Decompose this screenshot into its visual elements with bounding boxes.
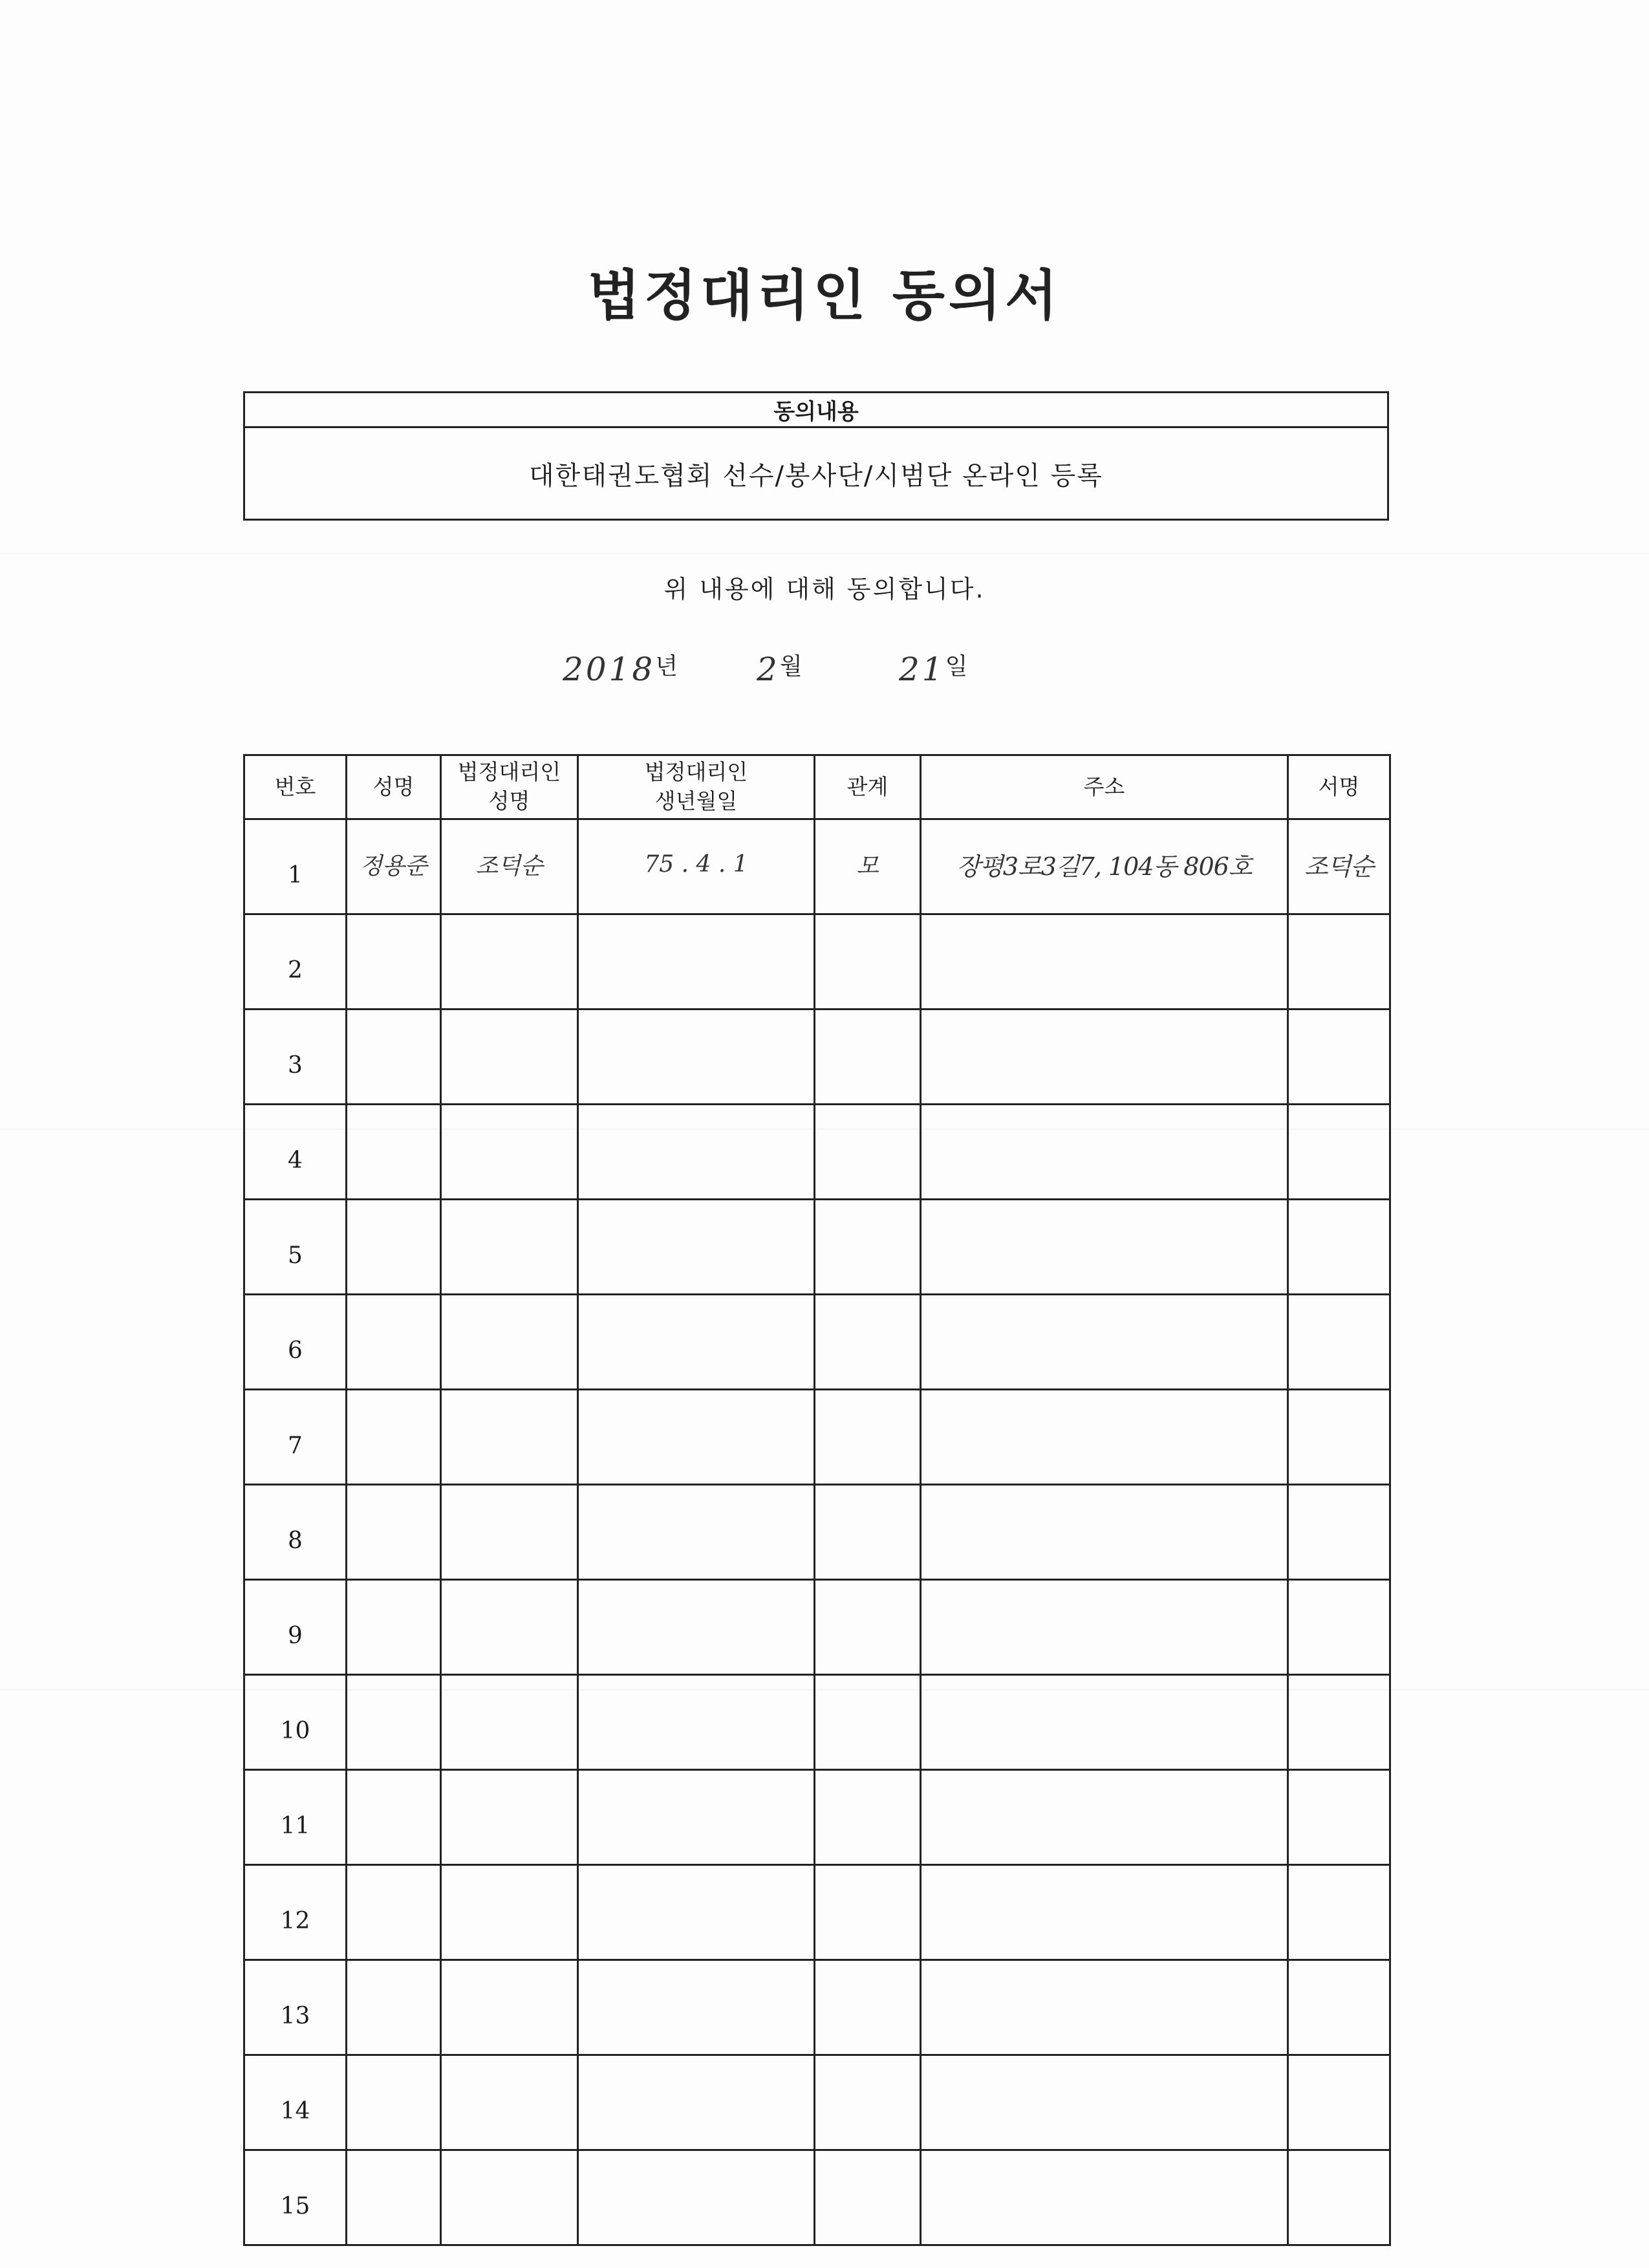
row-guardian-birth [578, 2055, 815, 2150]
header-number: 번호 [244, 755, 347, 819]
row-address [921, 1010, 1288, 1105]
row-number: 14 [244, 2055, 347, 2150]
table-row [244, 914, 1390, 1010]
date-year-unit: 년 [655, 653, 678, 680]
row-guardian-name [441, 1485, 578, 1580]
row-name [347, 1105, 441, 1200]
header-address: 주소 [921, 755, 1288, 819]
row-guardian-birth [578, 1010, 815, 1105]
row-name [347, 2150, 441, 2245]
row-relation [815, 1580, 921, 1675]
row-number: 4 [244, 1105, 347, 1200]
paper-fold-line [0, 553, 1649, 554]
row-guardian-birth [578, 1390, 815, 1485]
table-row [244, 1390, 1390, 1485]
row-number: 11 [244, 1770, 347, 1865]
row-guardian-name [441, 1390, 578, 1485]
row-name: 정용준 [347, 819, 441, 914]
row-address [921, 1390, 1288, 1485]
row-guardian-name: 조덕순 [441, 819, 578, 914]
header-signature: 서명 [1288, 755, 1390, 819]
row-address [921, 1770, 1288, 1865]
table-row [244, 1865, 1390, 1960]
table-row [244, 1580, 1390, 1675]
row-guardian-birth [578, 1675, 815, 1770]
table-row [244, 1960, 1390, 2055]
row-signature [1288, 1295, 1390, 1390]
row-name [347, 1010, 441, 1105]
row-guardian-name [441, 1865, 578, 1960]
row-relation [815, 1200, 921, 1295]
row-number: 6 [244, 1295, 347, 1390]
row-address [921, 1675, 1288, 1770]
row-name [347, 1865, 441, 1960]
row-address [921, 2055, 1288, 2150]
row-guardian-name [441, 1770, 578, 1865]
row-relation [815, 2150, 921, 2245]
row-relation [815, 1390, 921, 1485]
consent-content-header: 동의내용 [245, 393, 1387, 428]
row-signature [1288, 1200, 1390, 1295]
row-number: 5 [244, 1200, 347, 1295]
row-relation [815, 1675, 921, 1770]
row-guardian-name [441, 1010, 578, 1105]
table-row [244, 1675, 1390, 1770]
row-guardian-birth [578, 1105, 815, 1200]
header-relation: 관계 [815, 755, 921, 819]
row-guardian-name [441, 1295, 578, 1390]
table-row [244, 1295, 1390, 1390]
row-guardian-birth [578, 1485, 815, 1580]
table-row [244, 1770, 1390, 1865]
table-row [244, 1200, 1390, 1295]
row-name [347, 2055, 441, 2150]
row-signature [1288, 1010, 1390, 1105]
row-number: 9 [244, 1580, 347, 1675]
row-signature: 조덕순 [1288, 819, 1390, 914]
row-address [921, 1580, 1288, 1675]
row-address [921, 1295, 1288, 1390]
row-guardian-birth [578, 2150, 815, 2245]
row-name [347, 1960, 441, 2055]
row-guardian-name [441, 1200, 578, 1295]
row-guardian-name [441, 1580, 578, 1675]
row-name [347, 914, 441, 1010]
table-row [244, 1010, 1390, 1105]
row-relation [815, 1295, 921, 1390]
row-signature [1288, 1675, 1390, 1770]
row-address [921, 2150, 1288, 2245]
table-row [244, 2055, 1390, 2150]
row-relation [815, 1105, 921, 1200]
row-relation [815, 1865, 921, 1960]
row-relation: 모 [815, 819, 921, 914]
table-row [244, 1105, 1390, 1200]
table-header-row [244, 755, 1390, 819]
row-guardian-birth [578, 1960, 815, 2055]
row-address [921, 1485, 1288, 1580]
row-relation [815, 914, 921, 1010]
row-guardian-birth [578, 1200, 815, 1295]
document-title: 법정대리인 동의서 [587, 263, 1062, 327]
row-guardian-birth [578, 1865, 815, 1960]
row-address [921, 1200, 1288, 1295]
row-address: 장평3로3길7, 104동 806호 [921, 819, 1288, 914]
row-relation [815, 1485, 921, 1580]
row-signature [1288, 1770, 1390, 1865]
row-guardian-name [441, 1675, 578, 1770]
row-guardian-birth [578, 1770, 815, 1865]
row-name [347, 1580, 441, 1675]
row-number: 13 [244, 1960, 347, 2055]
row-guardian-name [441, 1105, 578, 1200]
row-guardian-name [441, 1960, 578, 2055]
row-address [921, 1105, 1288, 1200]
row-name [347, 1675, 441, 1770]
date-month: 2 [757, 651, 780, 688]
row-guardian-birth [578, 914, 815, 1010]
date-month-unit: 월 [779, 653, 803, 680]
row-guardian-birth: 75 . 4 . 1 [578, 819, 815, 914]
row-number: 3 [244, 1010, 347, 1105]
agreement-statement: 위 내용에 대해 동의합니다. [663, 575, 986, 603]
table-row [244, 819, 1390, 914]
row-signature [1288, 2150, 1390, 2245]
consent-content-body: 대한태권도협회 선수/봉사단/시범단 온라인 등록 [529, 460, 1103, 491]
date-day-unit: 일 [945, 653, 968, 680]
row-guardian-birth [578, 1295, 815, 1390]
row-address [921, 914, 1288, 1010]
row-guardian-name [441, 2055, 578, 2150]
row-number: 2 [244, 914, 347, 1010]
row-guardian-birth [578, 1580, 815, 1675]
header-guardian-name: 법정대리인 성명 [441, 755, 578, 819]
table-row [244, 1485, 1390, 1580]
row-number: 7 [244, 1390, 347, 1485]
row-address [921, 1865, 1288, 1960]
row-signature [1288, 1865, 1390, 1960]
row-relation [815, 1010, 921, 1105]
row-signature [1288, 1485, 1390, 1580]
row-name [347, 1295, 441, 1390]
row-signature [1288, 1960, 1390, 2055]
guardian-consent-table [243, 754, 1391, 2246]
consent-content-box [243, 391, 1389, 521]
row-relation [815, 1770, 921, 1865]
header-guardian-birth: 법정대리인 생년월일 [578, 755, 815, 819]
row-signature [1288, 1105, 1390, 1200]
row-relation [815, 1960, 921, 2055]
row-signature [1288, 2055, 1390, 2150]
row-signature [1288, 914, 1390, 1010]
row-number: 8 [244, 1485, 347, 1580]
header-name: 성명 [347, 755, 441, 819]
row-number: 10 [244, 1675, 347, 1770]
table-row [244, 2150, 1390, 2245]
row-address [921, 1960, 1288, 2055]
row-guardian-name [441, 2150, 578, 2245]
row-relation [815, 2055, 921, 2150]
row-number: 15 [244, 2150, 347, 2245]
row-signature [1288, 1580, 1390, 1675]
row-number: 12 [244, 1865, 347, 1960]
row-number: 1 [244, 819, 347, 914]
row-signature [1288, 1390, 1390, 1485]
row-name [347, 1200, 441, 1295]
row-name [347, 1390, 441, 1485]
row-name [347, 1770, 441, 1865]
date-year: 2018 [563, 651, 656, 688]
row-guardian-name [441, 914, 578, 1010]
date-day: 21 [899, 651, 945, 688]
row-name [347, 1485, 441, 1580]
